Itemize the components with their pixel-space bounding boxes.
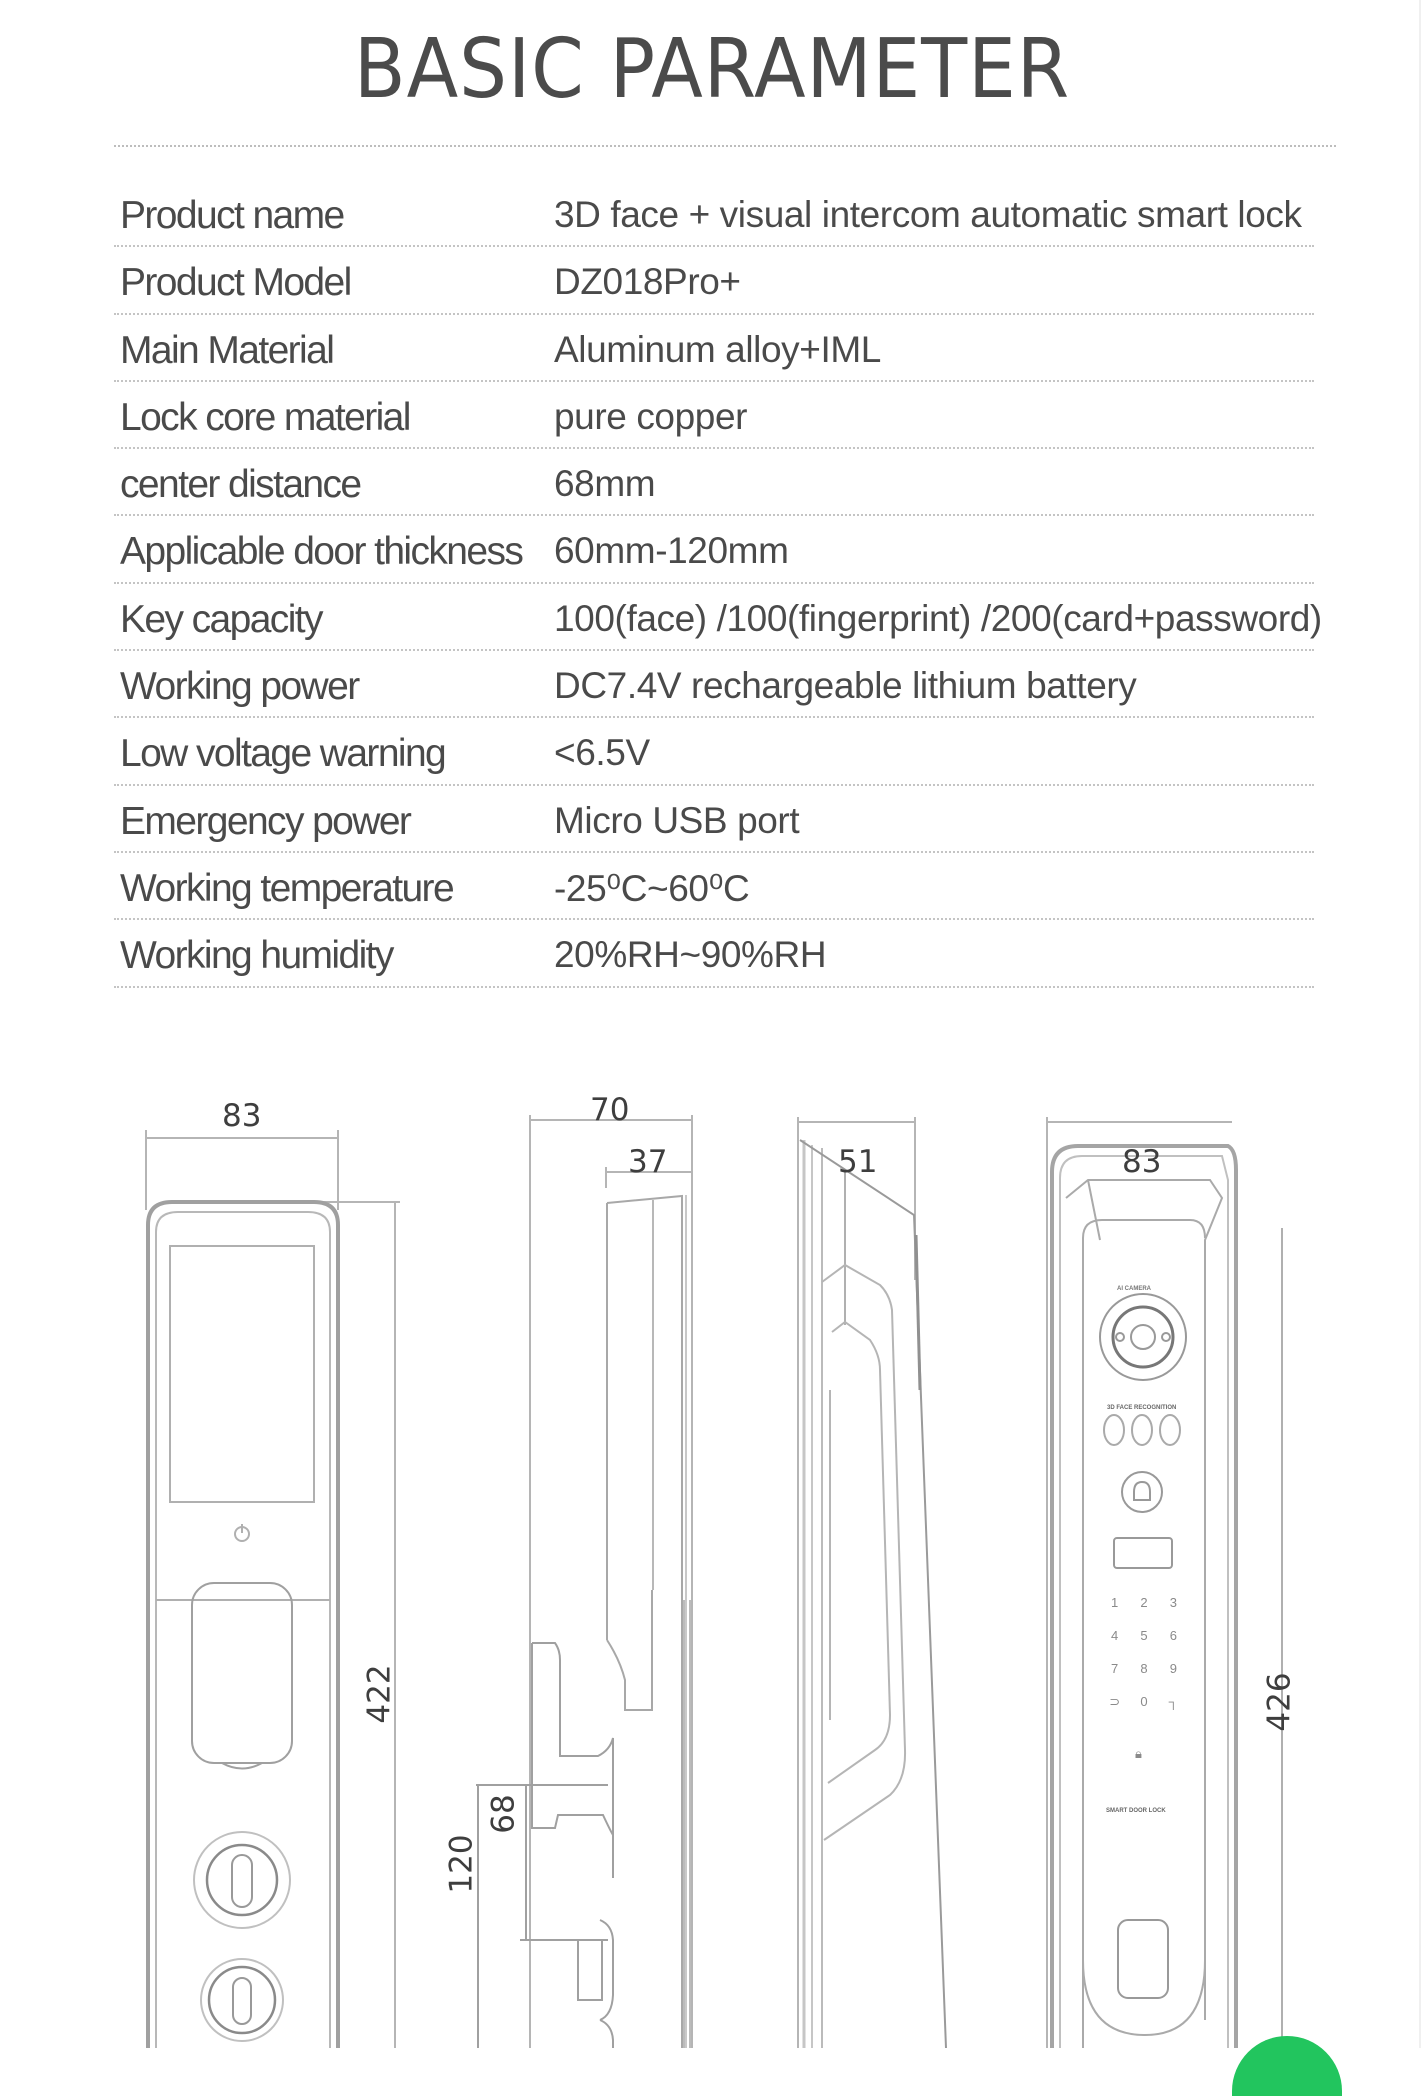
profile-depth-dimension: 51	[838, 1144, 878, 1180]
drawing-lines	[0, 1060, 1424, 2048]
side-inner-depth-dimension: 37	[628, 1144, 668, 1180]
parameter-table	[114, 180, 1322, 988]
param-label: center distance	[120, 463, 361, 507]
keypad-key: 5	[1140, 1628, 1148, 1643]
row-divider	[114, 986, 1314, 988]
keypad-key: ┐	[1168, 1694, 1178, 1709]
param-label: Working temperature	[120, 866, 454, 910]
lock-icon: 🔒︎	[1135, 1746, 1142, 1761]
center-distance-dimension: 68	[485, 1794, 522, 1834]
outer-width-dimension: 83	[1122, 1144, 1162, 1180]
param-value: DZ018Pro+	[554, 261, 741, 303]
param-value: 100(face) /100(fingerprint) /200(card+password)	[554, 597, 1322, 639]
outer-height-dimension: 426	[1261, 1672, 1298, 1732]
keypad-key: 1	[1111, 1595, 1119, 1610]
param-label: Product name	[120, 194, 344, 237]
keypad-key: 9	[1169, 1661, 1177, 1676]
table-row	[114, 449, 1314, 516]
param-value: 20%RH~90%RH	[554, 934, 827, 976]
param-label: Working humidity	[120, 934, 393, 978]
param-value: -25⁰C~60⁰C	[554, 867, 750, 909]
keypad-key: 2	[1140, 1595, 1148, 1610]
front-width-dimension: 83	[222, 1098, 262, 1134]
face-recognition-label: 3D FACE RECOGNITION	[1107, 1405, 1177, 1411]
param-label: Product Model	[120, 261, 351, 305]
outer-view-drawing	[1047, 1117, 1282, 2048]
keypad-key: 0	[1140, 1694, 1148, 1709]
param-label: Working power	[120, 665, 359, 709]
table-row	[114, 786, 1314, 853]
brand-label: SMART DOOR LOCK	[1106, 1808, 1166, 1814]
table-row	[114, 651, 1314, 718]
keypad-key: 6	[1169, 1628, 1177, 1643]
param-value: <6.5V	[554, 732, 650, 774]
front-height-dimension: 422	[361, 1664, 398, 1724]
keypad-key: 3	[1169, 1595, 1177, 1610]
table-row	[114, 382, 1314, 449]
param-value: Aluminum alloy+IML	[554, 328, 881, 370]
table-row	[114, 516, 1314, 583]
camera-label: AI CAMERA	[1117, 1286, 1151, 1292]
page-title: BASIC PARAMETER	[353, 22, 1071, 117]
front-view-drawing	[146, 1130, 400, 2048]
param-value: Micro USB port	[554, 799, 800, 841]
param-value: DC7.4V rechargeable lithium battery	[554, 665, 1137, 707]
param-value: pure copper	[554, 395, 748, 437]
table-row	[114, 180, 1314, 247]
profile-view-drawing	[798, 1117, 946, 2048]
table-row	[114, 584, 1322, 651]
param-value: 60mm-120mm	[554, 530, 789, 572]
param-label: Lock core material	[120, 395, 410, 439]
page-edge	[1419, 0, 1421, 2048]
table-row	[114, 315, 1314, 382]
dimension-drawings	[0, 1060, 1424, 2048]
keypad-key: 4	[1111, 1628, 1119, 1643]
keypad-key: 8	[1140, 1661, 1148, 1676]
keypad-key: ⊃	[1109, 1694, 1121, 1709]
param-value: 3D face + visual intercom automatic smart lock	[554, 194, 1302, 235]
table-row	[114, 718, 1314, 785]
title-divider	[114, 145, 1336, 147]
door-span-dimension: 120	[443, 1834, 480, 1894]
table-row	[114, 247, 1314, 314]
param-label: Main Material	[120, 328, 334, 372]
param-value: 68mm	[554, 463, 656, 505]
table-row	[114, 920, 1314, 987]
table-row	[114, 853, 1314, 920]
param-label: Key capacity	[120, 597, 322, 641]
side-depth-dimension: 70	[590, 1092, 630, 1128]
keypad	[1100, 1595, 1188, 1710]
param-label: Emergency power	[120, 799, 411, 843]
param-label: Applicable door thickness	[120, 530, 523, 574]
keypad-key: 7	[1111, 1661, 1119, 1676]
param-label: Low voltage warning	[120, 732, 446, 776]
side-view-drawing	[472, 1115, 692, 2048]
